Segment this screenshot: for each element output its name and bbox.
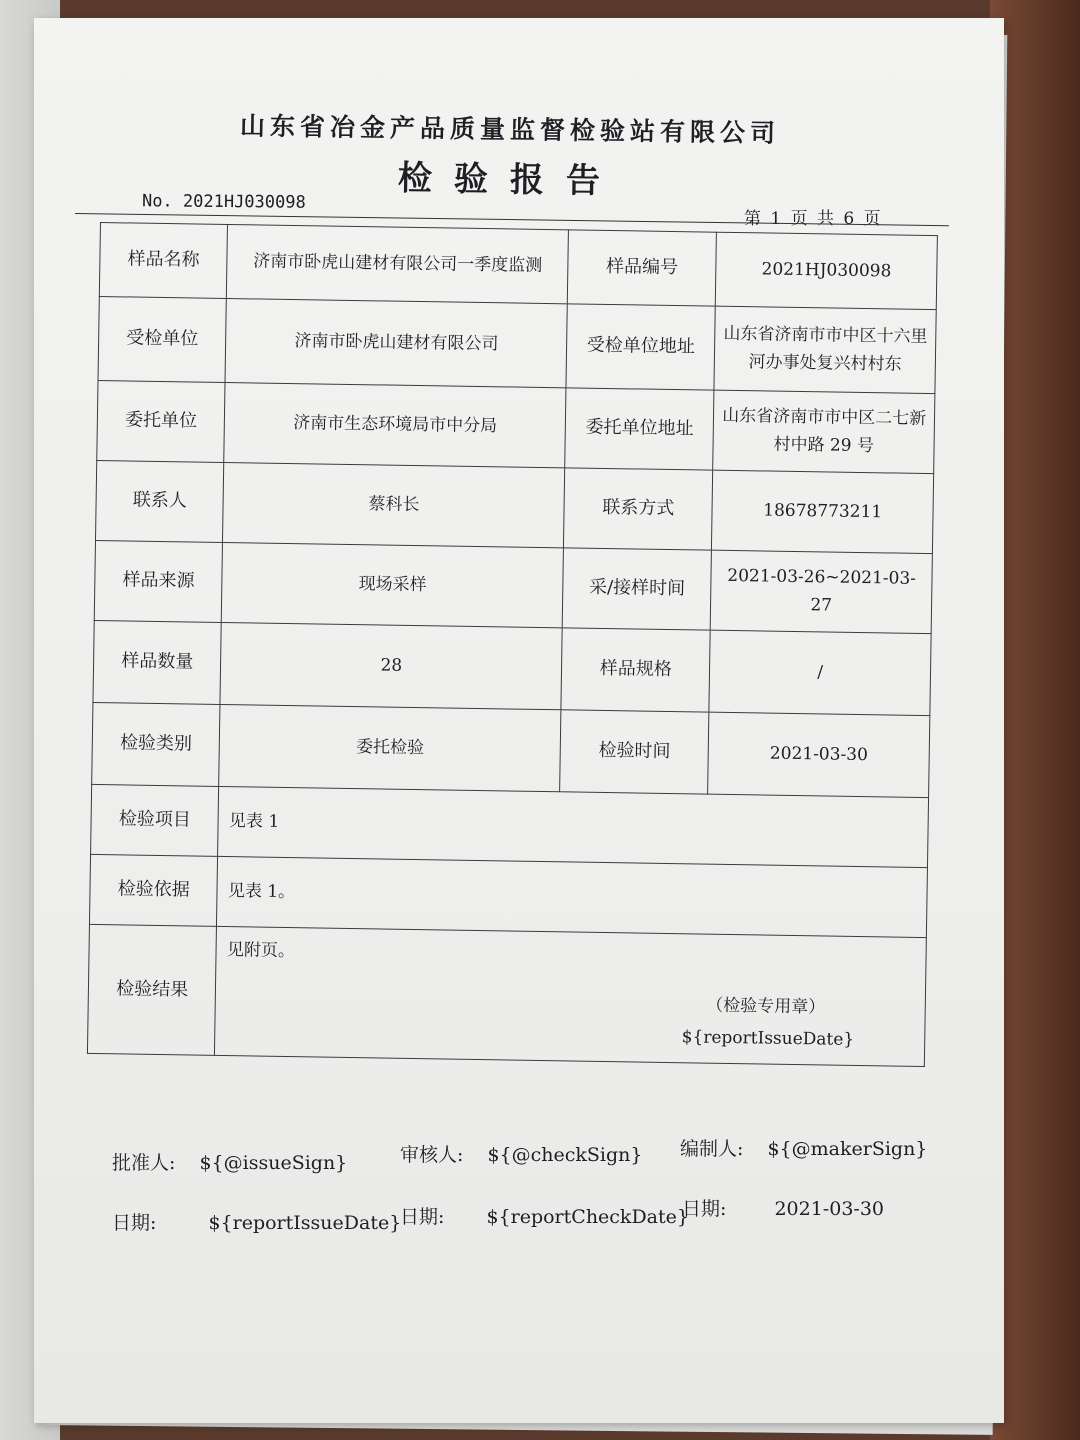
field-label: 检验依据 bbox=[89, 854, 217, 926]
table-row bbox=[98, 296, 936, 393]
report-table bbox=[87, 222, 938, 1067]
field-label: 委托单位 bbox=[97, 380, 226, 462]
result-value: 见附页。 bbox=[226, 940, 296, 962]
field-label: 受检单位 bbox=[98, 296, 227, 382]
maker-value: ${@makerSign} bbox=[767, 1138, 928, 1160]
field-value: 山东省济南市市中区十六里河办事处复兴村村东 bbox=[714, 306, 936, 393]
field-label: 委托单位地址 bbox=[565, 388, 714, 470]
table-row bbox=[99, 223, 937, 310]
field-value: 2021HJ030098 bbox=[716, 232, 938, 309]
field-label: 受检单位地址 bbox=[566, 304, 715, 390]
table-row bbox=[91, 784, 929, 867]
company-name: 山东省冶金产品质量监督检验站有限公司 bbox=[239, 111, 781, 148]
table-row bbox=[94, 540, 932, 633]
field-value: 济南市生态环境局市中分局 bbox=[224, 382, 566, 467]
table-row bbox=[92, 702, 930, 797]
field-label: 检验结果 bbox=[87, 924, 216, 1055]
field-value: 蔡科长 bbox=[223, 462, 565, 547]
table-row bbox=[95, 460, 933, 553]
date-value: ${reportCheckDate} bbox=[486, 1206, 689, 1228]
table-row bbox=[89, 854, 927, 937]
issue-date-placeholder: ${reportIssueDate} bbox=[681, 1027, 855, 1050]
field-label: 样品名称 bbox=[99, 223, 228, 299]
approver-signature bbox=[112, 1148, 347, 1175]
make-date-line bbox=[682, 1194, 884, 1221]
field-label: 样品来源 bbox=[94, 540, 223, 622]
field-label: 采/接样时间 bbox=[562, 548, 711, 630]
field-value: 济南市卧虎山建材有限公司一季度监测 bbox=[227, 225, 569, 304]
approver-label: 批准人: bbox=[112, 1152, 176, 1174]
table-row bbox=[87, 924, 926, 1066]
field-value: 现场采样 bbox=[222, 542, 564, 627]
field-label: 联系人 bbox=[95, 460, 224, 542]
field-label: 样品数量 bbox=[93, 620, 222, 704]
date-label: 日期: bbox=[112, 1212, 157, 1234]
field-label: 检验时间 bbox=[560, 710, 709, 794]
field-value: 山东省济南市市中区二七新村中路 29 号 bbox=[713, 390, 935, 473]
date-label: 日期: bbox=[682, 1198, 727, 1220]
field-value: 委托检验 bbox=[219, 704, 561, 791]
date-value: ${reportIssueDate} bbox=[208, 1212, 402, 1234]
date-label: 日期: bbox=[400, 1206, 445, 1228]
checker-signature bbox=[400, 1140, 643, 1167]
field-value: 济南市卧虎山建材有限公司 bbox=[225, 298, 567, 387]
field-value: 28 bbox=[220, 622, 562, 709]
field-value: 18678773211 bbox=[712, 470, 934, 553]
checker-label: 审核人: bbox=[400, 1144, 464, 1166]
field-label: 样品编号 bbox=[567, 230, 716, 306]
field-value: 2021-03-30 bbox=[708, 712, 930, 797]
maker-signature bbox=[680, 1134, 927, 1161]
approver-value: ${@issueSign} bbox=[199, 1152, 348, 1174]
checker-value: ${@checkSign} bbox=[487, 1144, 643, 1166]
field-value: / bbox=[709, 630, 931, 715]
field-value: 见表 1 bbox=[218, 786, 929, 867]
maker-label: 编制人: bbox=[680, 1138, 744, 1160]
table-row bbox=[97, 380, 935, 473]
check-date-line bbox=[400, 1202, 689, 1229]
page-indicator: 第 1 页 共 6 页 bbox=[744, 209, 883, 229]
table-row bbox=[93, 620, 931, 715]
report-title: 检验报告 bbox=[397, 158, 623, 202]
result-cell bbox=[215, 926, 927, 1066]
field-value: 见表 1。 bbox=[217, 856, 928, 937]
field-value: 2021-03-26~2021-03-27 bbox=[710, 550, 932, 633]
field-label: 联系方式 bbox=[564, 468, 713, 550]
report-number: No. 2021HJ030098 bbox=[141, 191, 306, 213]
field-label: 检验项目 bbox=[91, 784, 219, 856]
field-label: 检验类别 bbox=[92, 702, 221, 786]
stamp-note: （检验专用章） bbox=[706, 995, 826, 1018]
issue-date-line bbox=[112, 1208, 401, 1235]
field-label: 样品规格 bbox=[561, 628, 710, 712]
date-value: 2021-03-30 bbox=[774, 1198, 884, 1220]
